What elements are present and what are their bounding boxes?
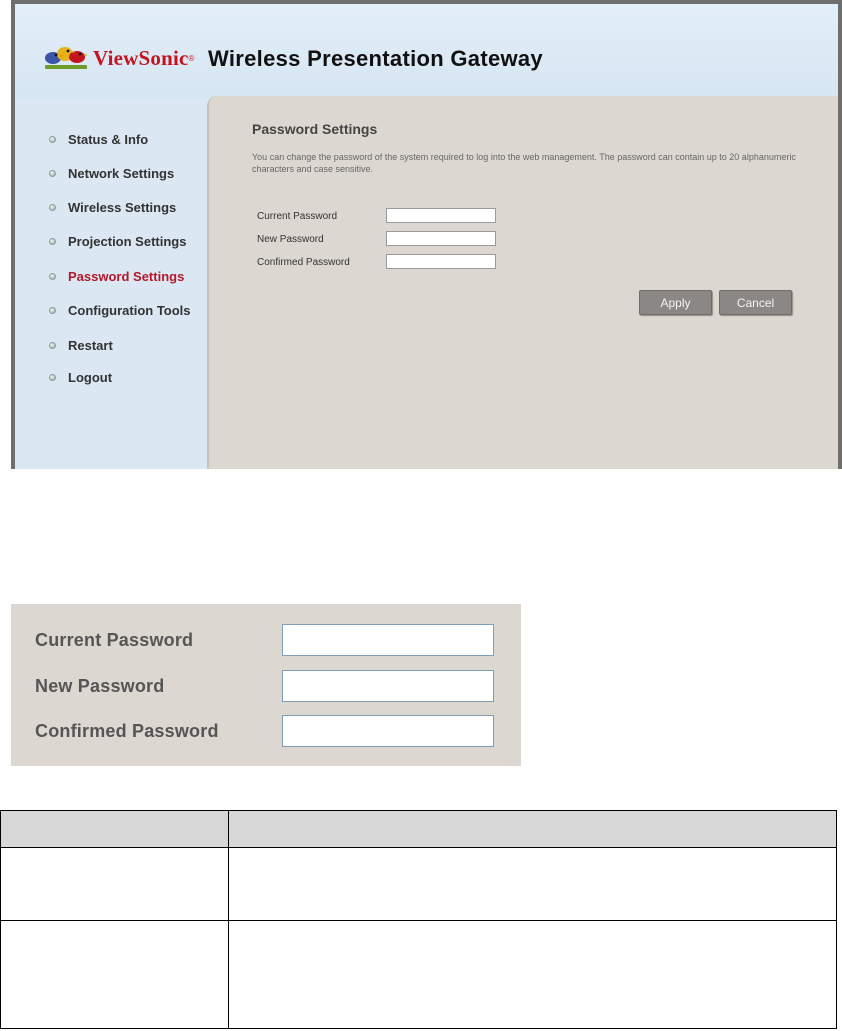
page-description: You can change the password of the system required to log into the web management. The password can contain up to 20 alphanumeric characters and case sensitive. [252, 152, 796, 174]
sidebar [15, 99, 207, 469]
bullet-icon [49, 374, 56, 381]
header [15, 4, 838, 99]
sidebar-item-status-info[interactable] [49, 132, 148, 147]
table-cell [229, 921, 837, 1029]
confirmed-password-input[interactable] [386, 254, 496, 269]
password-form-closeup [11, 604, 521, 766]
confirmed-password-input[interactable] [282, 715, 494, 747]
sidebar-item-logout[interactable] [49, 370, 112, 385]
sidebar-item-label: Status & Info [68, 132, 149, 147]
current-password-label: Current Password [257, 211, 338, 222]
current-password-input[interactable] [386, 208, 496, 223]
sidebar-item-label: Logout [68, 370, 113, 385]
sidebar-item-label: Password Settings [68, 269, 185, 284]
new-password-label: New Password [257, 234, 324, 245]
table-cell [229, 848, 837, 921]
viewsonic-logo [43, 42, 194, 74]
current-password-label: Current Password [35, 630, 194, 650]
cancel-button[interactable]: Cancel [719, 290, 792, 315]
app-title: Wireless Presentation Gateway [208, 46, 543, 71]
sidebar-item-label: Network Settings [68, 166, 175, 181]
brand-mark: ® [188, 53, 195, 63]
sidebar-item-network-settings[interactable] [49, 166, 174, 181]
sidebar-item-label: Projection Settings [68, 234, 187, 249]
content-panel [207, 96, 838, 469]
sidebar-item-restart[interactable] [49, 338, 113, 353]
table-header-cell [1, 811, 229, 848]
confirmed-password-label: Confirmed Password [257, 257, 350, 268]
bullet-icon [49, 170, 56, 177]
screenshot-frame [11, 0, 842, 469]
sidebar-item-label: Restart [68, 338, 113, 353]
table-header-row [1, 811, 837, 848]
bullet-icon [49, 342, 56, 349]
table-header-cell [229, 811, 837, 848]
new-password-input[interactable] [282, 670, 494, 702]
new-password-label: New Password [35, 676, 165, 696]
new-password-input[interactable] [386, 231, 496, 246]
bullet-icon [49, 238, 56, 245]
table-row [1, 921, 837, 1029]
sidebar-item-label: Wireless Settings [68, 200, 177, 215]
brand-name: ViewSonic [93, 45, 189, 70]
bullet-icon [49, 273, 56, 280]
sidebar-item-label: Configuration Tools [68, 303, 191, 318]
sidebar-item-wireless-settings[interactable] [49, 200, 176, 215]
table-row [1, 848, 837, 921]
table-cell [1, 848, 229, 921]
description-table [0, 810, 837, 1029]
table-cell [1, 921, 229, 1029]
bullet-icon [49, 136, 56, 143]
apply-button[interactable]: Apply [639, 290, 712, 315]
sidebar-item-password-settings[interactable] [49, 269, 184, 284]
sidebar-item-configuration-tools[interactable] [49, 303, 191, 318]
confirmed-password-label: Confirmed Password [35, 721, 219, 741]
birds-logo-icon [43, 44, 91, 72]
bullet-icon [49, 204, 56, 211]
sidebar-item-projection-settings[interactable] [49, 234, 186, 249]
bullet-icon [49, 307, 56, 314]
page-title: Password Settings [252, 121, 378, 137]
current-password-input[interactable] [282, 624, 494, 656]
